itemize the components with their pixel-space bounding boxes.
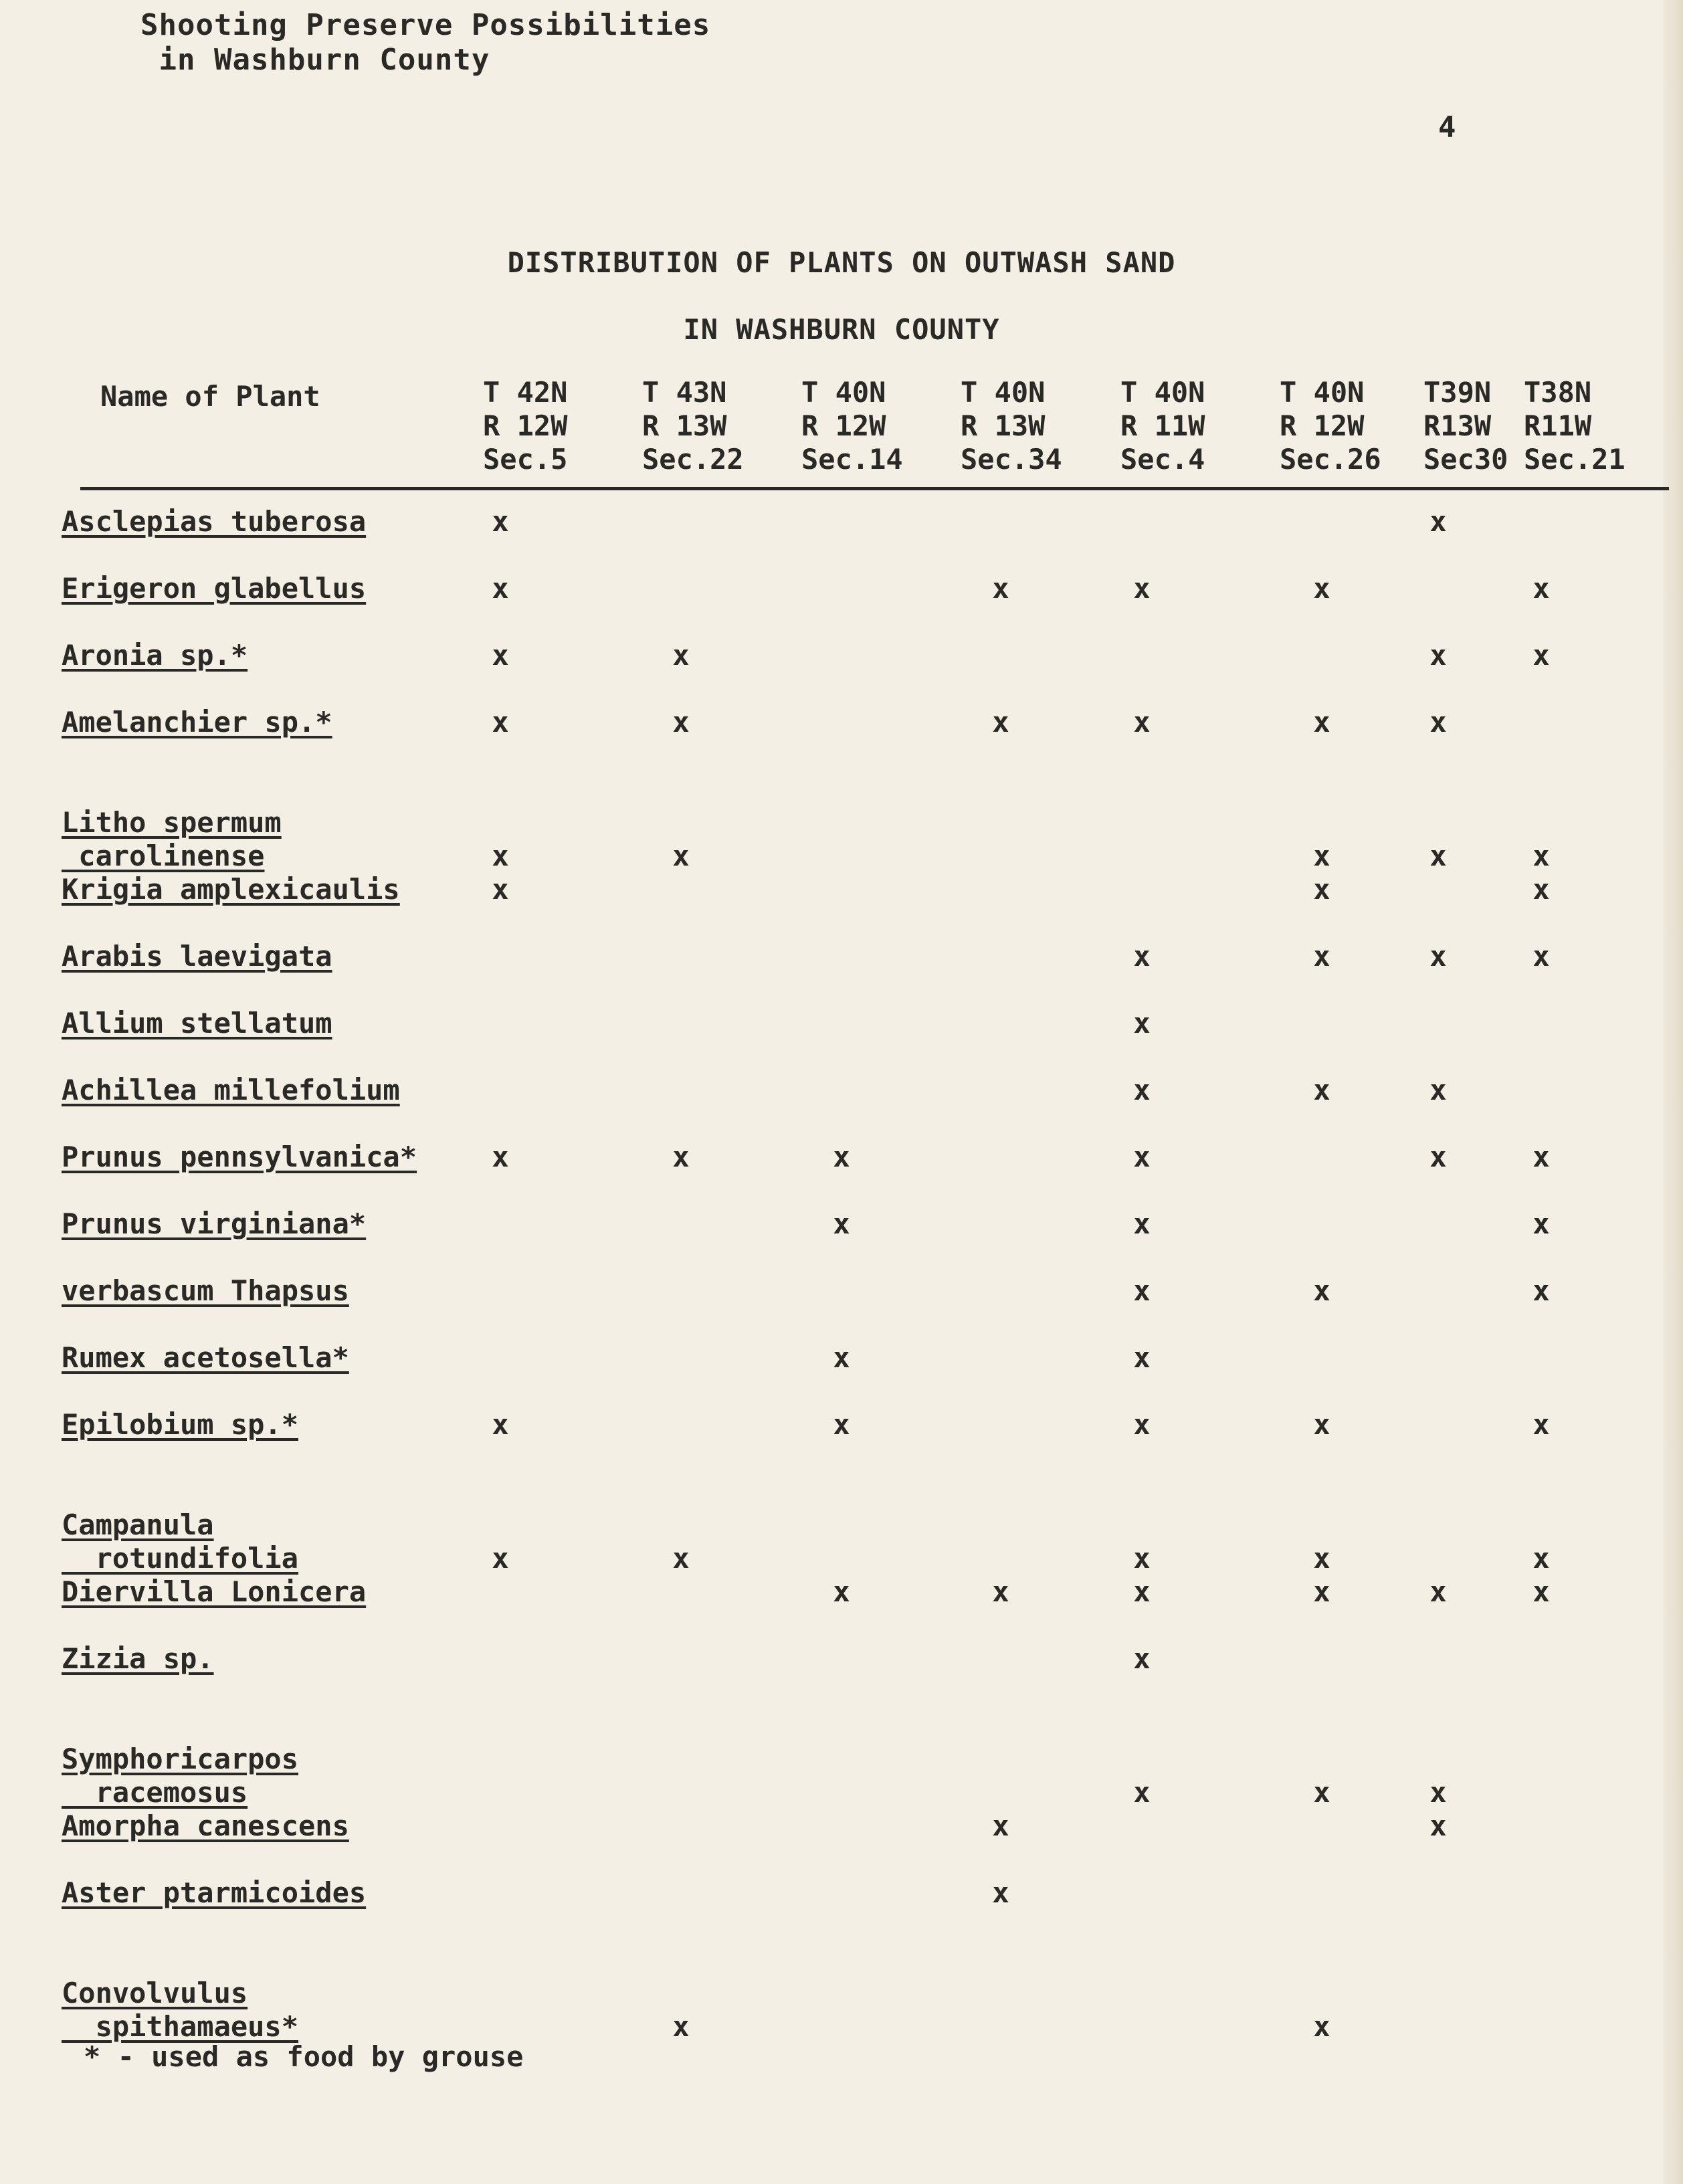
- plant-name: [62, 1876, 366, 1910]
- presence-mark: x: [1429, 1776, 1447, 1809]
- column-header-line2: R 13W: [961, 409, 1046, 442]
- presence-mark: x: [1133, 572, 1151, 605]
- column-header-line3: Sec.26: [1280, 443, 1381, 476]
- presence-mark: x: [672, 2010, 690, 2043]
- presence-mark: x: [1532, 572, 1550, 605]
- column-header-line1: T 40N: [801, 376, 886, 409]
- name-column-header: Name of Plant: [100, 380, 320, 413]
- presence-mark: x: [1313, 1408, 1330, 1441]
- table-row: [0, 639, 1683, 679]
- column-header: [483, 376, 644, 476]
- document-header: [140, 8, 710, 78]
- presence-mark: x: [992, 1809, 1009, 1842]
- presence-mark: x: [1313, 706, 1330, 738]
- presence-mark: x: [1532, 1575, 1550, 1608]
- plant-name-line: Asclepias tuberosa: [62, 505, 367, 538]
- plant-name: [62, 1408, 298, 1442]
- presence-mark: x: [1429, 940, 1447, 973]
- plant-name-line: verbascum Thapsus: [62, 1274, 349, 1307]
- presence-mark: x: [672, 1140, 690, 1173]
- presence-mark: x: [1532, 1140, 1550, 1173]
- plant-name-line: Achillea millefolium: [62, 1074, 400, 1106]
- column-header-line1: T 40N: [1120, 376, 1205, 409]
- table-row: [0, 1743, 1683, 1809]
- presence-mark: x: [833, 1140, 850, 1173]
- table-row: [0, 873, 1683, 913]
- plant-name: [62, 1341, 349, 1375]
- presence-mark: x: [1133, 1776, 1151, 1809]
- table-row: [0, 806, 1683, 872]
- column-header-line2: R13W: [1423, 409, 1492, 442]
- plant-name: [62, 1007, 332, 1040]
- table-row: [0, 1642, 1683, 1682]
- presence-mark: x: [1532, 839, 1550, 872]
- plant-name: [62, 572, 366, 605]
- column-header-line2: R 12W: [483, 409, 568, 442]
- column-header-line3: Sec.4: [1120, 443, 1205, 476]
- presence-mark: x: [1133, 1642, 1151, 1675]
- plant-name: [62, 806, 282, 873]
- presence-mark: x: [492, 1408, 509, 1441]
- presence-mark: x: [1313, 572, 1330, 605]
- plant-name-line: Litho spermum: [62, 806, 282, 839]
- presence-mark: x: [1313, 839, 1330, 872]
- plant-name-line: Krigia amplexicaulis: [62, 873, 400, 906]
- table-title-line-1: DISTRIBUTION OF PLANTS ON OUTWASH SAND: [507, 246, 1176, 279]
- plant-name: [62, 1508, 298, 1575]
- plant-name: [62, 873, 400, 906]
- table-row: [0, 706, 1683, 746]
- column-header-line1: T 42N: [483, 376, 568, 409]
- column-header-line1: T 40N: [961, 376, 1046, 409]
- plant-name: [62, 1809, 349, 1843]
- table-row: [0, 1809, 1683, 1850]
- presence-mark: x: [1532, 873, 1550, 906]
- presence-mark: x: [1313, 2010, 1330, 2043]
- plant-name-line: Zizia sp.: [62, 1642, 214, 1675]
- table-row: [0, 572, 1683, 612]
- header-line-1: Shooting Preserve Possibilities: [140, 8, 711, 42]
- presence-mark: x: [992, 706, 1009, 738]
- plant-name-line: Arabis laevigata: [62, 940, 332, 973]
- table-row: [0, 1508, 1683, 1575]
- presence-mark: x: [1133, 1341, 1151, 1374]
- table-row: [0, 505, 1683, 545]
- plant-name-line: racemosus: [62, 1776, 248, 1809]
- presence-mark: x: [1133, 1007, 1151, 1039]
- table-title-line-2: IN WASHBURN COUNTY: [683, 313, 1000, 346]
- presence-mark: x: [1429, 505, 1447, 538]
- presence-mark: x: [1133, 940, 1151, 973]
- presence-mark: x: [1133, 1408, 1151, 1441]
- plant-name: [62, 1140, 417, 1174]
- presence-mark: x: [1532, 1542, 1550, 1575]
- table-row: [0, 1575, 1683, 1615]
- table-row: [0, 1074, 1683, 1114]
- presence-mark: x: [492, 873, 509, 906]
- table-row: [0, 1207, 1683, 1248]
- column-header-line3: Sec.22: [642, 443, 744, 476]
- header-rule: [80, 487, 1669, 490]
- presence-mark: x: [1133, 1207, 1151, 1240]
- plant-name-line: rotundifolia: [62, 1542, 299, 1575]
- presence-mark: x: [492, 639, 509, 672]
- table-row: [0, 1274, 1683, 1314]
- presence-mark: x: [1313, 1074, 1330, 1106]
- presence-mark: x: [1429, 1809, 1447, 1842]
- table-row: [0, 1977, 1683, 2043]
- page-number: 4: [1438, 110, 1456, 144]
- plant-name: [62, 1642, 214, 1676]
- table-row: [0, 1341, 1683, 1381]
- plant-name-line: spithamaeus*: [62, 2010, 299, 2043]
- presence-mark: x: [672, 639, 690, 672]
- column-header-line1: T38N: [1524, 376, 1592, 409]
- presence-mark: x: [492, 1140, 509, 1173]
- presence-mark: x: [1532, 1408, 1550, 1441]
- table-row: [0, 1876, 1683, 1916]
- plant-name-line: Aster ptarmicoides: [62, 1876, 367, 1909]
- presence-mark: x: [492, 706, 509, 738]
- table-row: [0, 940, 1683, 980]
- table-row: [0, 1007, 1683, 1047]
- presence-mark: x: [492, 1542, 509, 1575]
- plant-name: [62, 1743, 298, 1809]
- plant-name-line: Erigeron glabellus: [62, 572, 367, 605]
- presence-mark: x: [992, 1575, 1009, 1608]
- column-header-line3: Sec.14: [801, 443, 903, 476]
- column-header: [642, 376, 803, 476]
- footnote: * - used as food by grouse: [84, 2040, 524, 2073]
- column-header: [1120, 376, 1281, 476]
- plant-name-line: Epilobium sp.*: [62, 1408, 299, 1441]
- presence-mark: x: [672, 839, 690, 872]
- plant-name-line: carolinense: [62, 839, 265, 872]
- plant-name: [62, 940, 332, 973]
- table-row: [0, 1140, 1683, 1181]
- presence-mark: x: [1133, 706, 1151, 738]
- column-header: [1524, 376, 1683, 476]
- presence-mark: x: [492, 505, 509, 538]
- presence-mark: x: [1313, 1776, 1330, 1809]
- header-line-2: in Washburn County: [140, 43, 490, 77]
- plant-name: [62, 1207, 366, 1241]
- presence-mark: x: [1313, 873, 1330, 906]
- plant-name: [62, 1575, 366, 1609]
- plant-name: [62, 1977, 298, 2044]
- column-header-line3: Sec.34: [961, 443, 1062, 476]
- presence-mark: x: [833, 1575, 850, 1608]
- plant-name: [62, 639, 248, 672]
- column-header-line1: T39N: [1423, 376, 1492, 409]
- presence-mark: x: [1133, 1074, 1151, 1106]
- plant-name: [62, 1274, 349, 1308]
- presence-mark: x: [833, 1207, 850, 1240]
- presence-mark: x: [833, 1408, 850, 1441]
- plant-name-line: Rumex acetosella*: [62, 1341, 349, 1374]
- column-header-line2: R11W: [1524, 409, 1592, 442]
- presence-mark: x: [1313, 1542, 1330, 1575]
- presence-mark: x: [1532, 1207, 1550, 1240]
- column-header-line2: R 11W: [1120, 409, 1205, 442]
- plant-name-line: Aronia sp.*: [62, 639, 248, 672]
- plant-name-line: Symphoricarpos: [62, 1743, 299, 1775]
- presence-mark: x: [1532, 1274, 1550, 1307]
- presence-mark: x: [992, 1876, 1009, 1909]
- presence-mark: x: [672, 1542, 690, 1575]
- presence-mark: x: [1133, 1575, 1151, 1608]
- column-header-line2: R 13W: [642, 409, 727, 442]
- presence-mark: x: [992, 572, 1009, 605]
- table-row: [0, 1408, 1683, 1448]
- presence-mark: x: [1532, 940, 1550, 973]
- presence-mark: x: [1313, 1575, 1330, 1608]
- presence-mark: x: [1313, 940, 1330, 973]
- plant-name-line: Prunus pennsylvanica*: [62, 1140, 417, 1173]
- presence-mark: x: [833, 1341, 850, 1374]
- presence-mark: x: [1429, 1074, 1447, 1106]
- column-header-line3: Sec.5: [483, 443, 568, 476]
- presence-mark: x: [1429, 839, 1447, 872]
- column-header-line1: T 43N: [642, 376, 727, 409]
- plant-name-line: Campanula: [62, 1508, 214, 1541]
- plant-name-line: Diervilla Lonicera: [62, 1575, 367, 1608]
- plant-name: [62, 505, 366, 538]
- plant-name: [62, 706, 332, 739]
- presence-mark: x: [1532, 639, 1550, 672]
- presence-mark: x: [1133, 1542, 1151, 1575]
- plant-name-line: Convolvulus: [62, 1977, 248, 2009]
- column-header-line2: R 12W: [1280, 409, 1365, 442]
- column-header: [801, 376, 962, 476]
- presence-mark: x: [1429, 1575, 1447, 1608]
- presence-mark: x: [1429, 1140, 1447, 1173]
- presence-mark: x: [1429, 639, 1447, 672]
- column-header-line2: R 12W: [801, 409, 886, 442]
- column-header-line1: T 40N: [1280, 376, 1365, 409]
- presence-mark: x: [492, 839, 509, 872]
- plant-name-line: Allium stellatum: [62, 1007, 332, 1039]
- presence-mark: x: [1313, 1274, 1330, 1307]
- presence-mark: x: [1133, 1140, 1151, 1173]
- plant-name: [62, 1074, 400, 1107]
- plant-name-line: Amelanchier sp.*: [62, 706, 332, 738]
- column-header: [961, 376, 1121, 476]
- presence-mark: x: [672, 706, 690, 738]
- plant-name-line: Prunus virginiana*: [62, 1207, 367, 1240]
- column-header: [1280, 376, 1440, 476]
- presence-mark: x: [1429, 706, 1447, 738]
- plant-name-line: Amorpha canescens: [62, 1809, 349, 1842]
- presence-mark: x: [492, 572, 509, 605]
- presence-mark: x: [1133, 1274, 1151, 1307]
- column-header-line3: Sec.21: [1524, 443, 1625, 476]
- column-header-line3: Sec30: [1423, 443, 1508, 476]
